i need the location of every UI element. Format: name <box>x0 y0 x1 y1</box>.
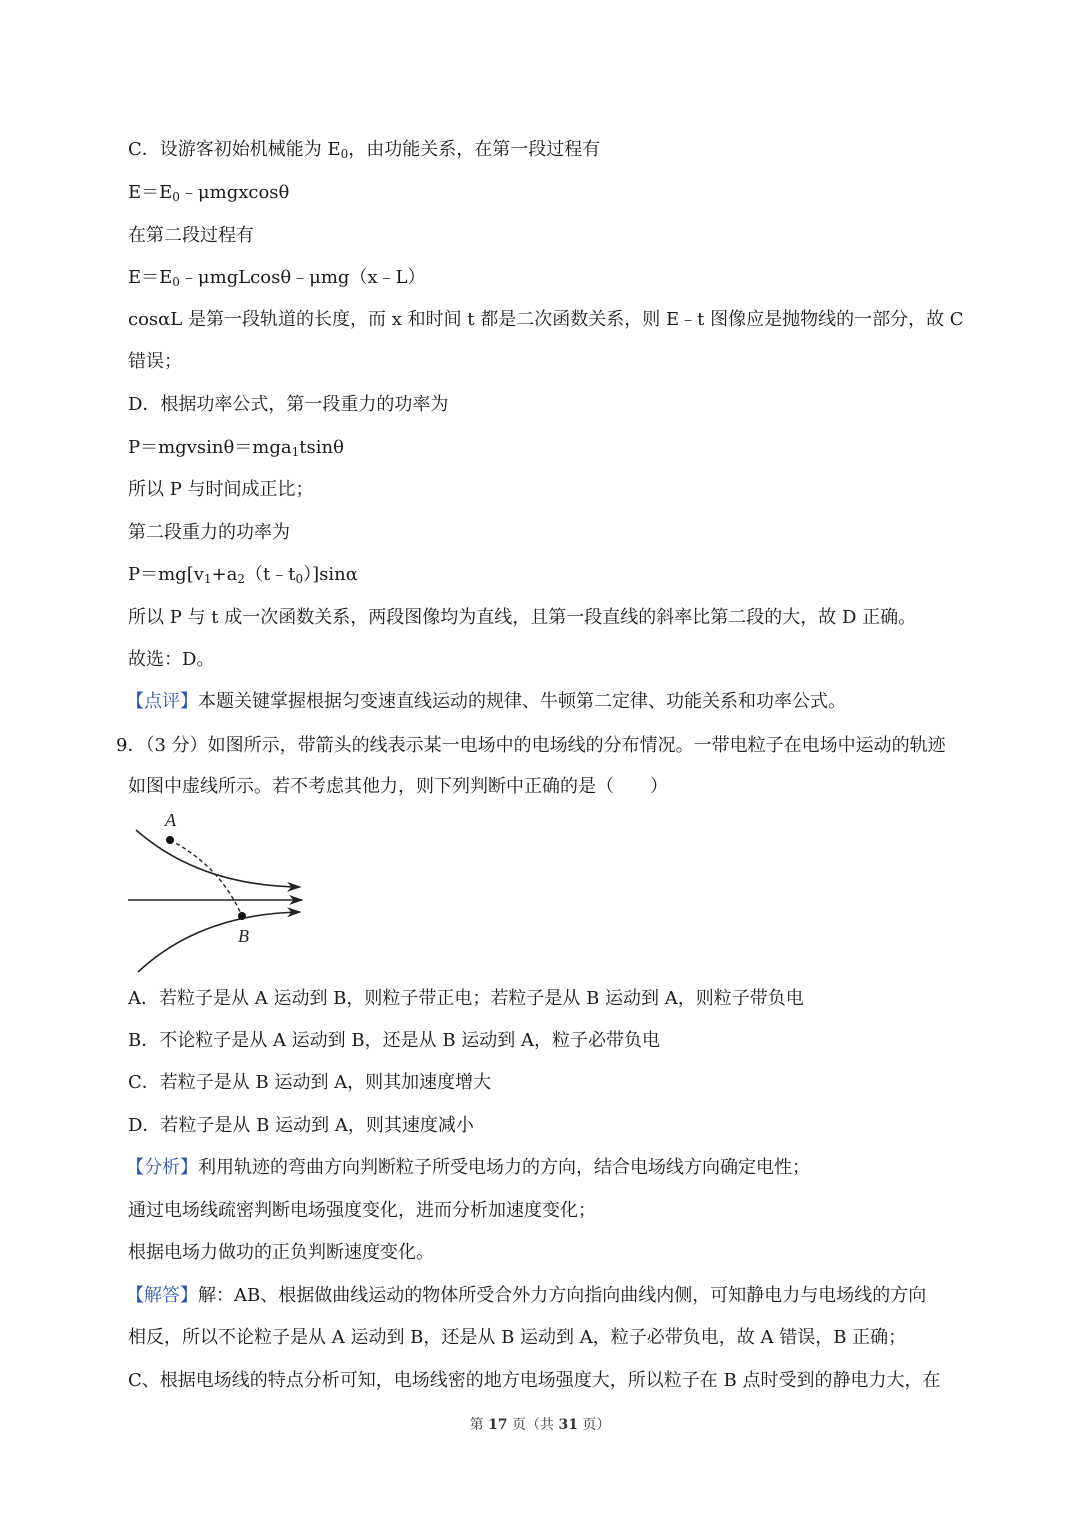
answer-line3: C、根据电场线的特点分析可知，电场线密的地方电场强度大，所以粒子在 B 点时受到的静电力大，在 <box>128 1370 941 1391</box>
solution-c-line3: cosαL 是第一段轨道的长度，而 x 和时间 t 都是二次函数关系，则 E﹣t 图像应是抛物线的一部分，故 C <box>128 309 964 330</box>
question-9-stem-line1: 9．（3 分）如图所示，带箭头的线表示某一电场中的电场线的分布情况。一带电粒子在电场中运动的轨迹 <box>116 735 946 756</box>
answer-line1: 【解答】解：AB、根据做曲线运动的物体所受合外力方向指向曲线内侧，可知静电力与电场线的方向 <box>126 1285 927 1306</box>
answer-tag: 【解答】 <box>126 1285 198 1306</box>
solution-c-eq1: $E=E_0﹣\mu mgxcos\theta$ <box>128 182 290 204</box>
analysis-line1: 【分析】利用轨迹的弯曲方向判断粒子所受电场力的方向，结合电场线方向确定电性； <box>126 1157 810 1178</box>
point-a <box>166 836 174 844</box>
field-line-top <box>136 830 300 887</box>
answer-line2: 相反，所以不论粒子是从 A 运动到 B，还是从 B 运动到 A，粒子必带负电，故 A 错误，B 正确； <box>128 1327 907 1348</box>
option-d: D．若粒子是从 B 运动到 A，则其速度减小 <box>128 1115 474 1136</box>
comment-tag: 【点评】 <box>126 691 198 712</box>
field-line-bottom <box>138 912 300 972</box>
question-number: 9． <box>116 735 146 756</box>
solution-d-line4: 所以 P 与 t 成一次函数关系，两段图像均为直线，且第一段直线的斜率比第二段的大，故 D 正确。 <box>128 607 917 628</box>
solution-d-line1: D．根据功率公式，第一段重力的功率为 <box>128 394 449 415</box>
analysis-line2: 通过电场线疏密判断电场强度变化，进而分析加速度变化； <box>128 1200 596 1221</box>
point-b <box>238 912 246 920</box>
page-footer: 第 17 页（共 31 页） <box>469 1417 611 1433</box>
label-b: B <box>238 926 249 946</box>
analysis-line3: 根据电场力做功的正负判断速度变化。 <box>128 1242 434 1263</box>
solution-d-eq2: $P=mg[v_1+a_2(t﹣t_0)]\sin\alpha$ <box>128 564 358 586</box>
analysis-tag: 【分析】 <box>126 1157 198 1178</box>
electric-field-diagram <box>120 806 320 978</box>
page-number: 17 <box>488 1417 508 1433</box>
solution-c-line4: 错误； <box>128 351 182 372</box>
comment: 【点评】本题关键掌握根据匀变速直线运动的规律、牛顿第二定律、功能关系和功率公式。 <box>126 691 846 712</box>
label-a: A <box>165 810 176 830</box>
solution-c-eq2: $E=E_0﹣\mu mgLcos\theta﹣\mu mg(x﹣L)$ <box>128 267 426 289</box>
solution-d-line3: 第二段重力的功率为 <box>128 522 290 543</box>
option-c: C．若粒子是从 B 运动到 A，则其加速度增大 <box>128 1072 492 1093</box>
solution-d-eq1: P＝mgvsinθ＝mga$_1$tsinθ <box>128 437 344 459</box>
option-b: B．不论粒子是从 A 运动到 B，还是从 B 运动到 A，粒子必带负电 <box>128 1030 661 1051</box>
total-pages: 31 <box>558 1417 578 1433</box>
option-a: A．若粒子是从 A 运动到 B，则粒子带正电；若粒子是从 B 运动到 A，则粒子带负电 <box>128 988 804 1009</box>
solution-d-line2: 所以 P 与时间成正比； <box>128 479 314 500</box>
question-9-stem-line2: 如图中虚线所示。若不考虑其他力，则下列判断中正确的是（ ） <box>128 776 668 797</box>
solution-d-answer: 故选：D。 <box>128 649 215 670</box>
solution-c-line2: 在第二段过程有 <box>128 225 254 246</box>
solution-c-line1: C．设游客初始机械能为 $E_0$，由功能关系，在第一段过程有 <box>128 139 601 161</box>
